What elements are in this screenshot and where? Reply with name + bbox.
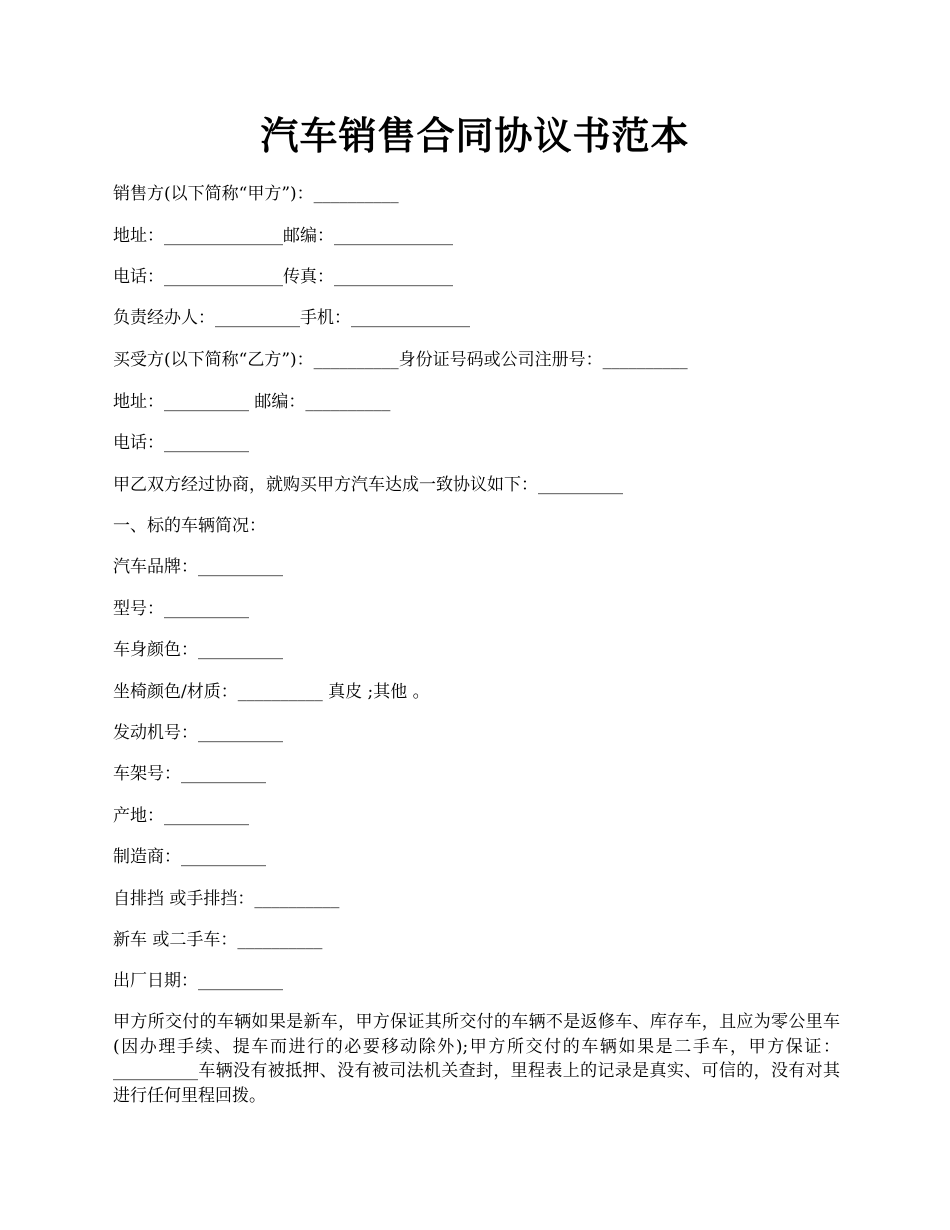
document-title: 汽车销售合同协议书范本	[260, 113, 690, 158]
seat-material-line: 坐椅颜色/材质：__________ 真皮 ;其他 。	[113, 682, 430, 702]
engine-number-line: 发动机号：__________	[113, 723, 283, 743]
vehicle-model-line: 型号：__________	[113, 599, 249, 619]
transmission-line: 自排挡 或手排挡：__________	[113, 889, 340, 909]
origin-line: 产地：__________	[113, 806, 249, 826]
buyer-phone-line: 电话：__________	[113, 433, 249, 453]
seller-phone-line: 电话：______________传真：______________	[113, 267, 453, 287]
seller-line: 销售方(以下简称“甲方”)：__________	[113, 184, 399, 204]
manufacturer-line: 制造商：__________	[113, 847, 266, 867]
vehicle-brand-line: 汽车品牌：__________	[113, 557, 283, 577]
guarantee-paragraph: 甲方所交付的车辆如果是新车，甲方保证其所交付的车辆不是返修车、库存车，且应为零公里车(因办理手续、提车而进行的必要移动除外);甲方所交付的车辆如果是二手车，甲方保证：__________车辆没有被抵押、没有被司法机关查封，里程表上的记录是真实、可信的，没有对其进行任何里程回拨。	[113, 1012, 840, 1106]
new-or-used-line: 新车 或二手车：__________	[113, 930, 323, 950]
section-heading: 一、标的车辆简况：	[113, 516, 266, 536]
agreement-intro-line: 甲乙双方经过协商，就购买甲方汽车达成一致协议如下：__________	[113, 475, 623, 495]
production-date-line: 出厂日期：__________	[113, 971, 283, 991]
buyer-address-line: 地址：__________ 邮编：__________	[113, 392, 391, 412]
seller-agent-line: 负责经办人：__________手机：______________	[113, 308, 470, 328]
vehicle-color-line: 车身颜色：__________	[113, 640, 283, 660]
buyer-line: 买受方(以下简称“乙方”)：__________身份证号码或公司注册号：__________	[113, 350, 688, 370]
frame-number-line: 车架号：__________	[113, 764, 266, 784]
seller-address-line: 地址：______________邮编：______________	[113, 226, 453, 246]
